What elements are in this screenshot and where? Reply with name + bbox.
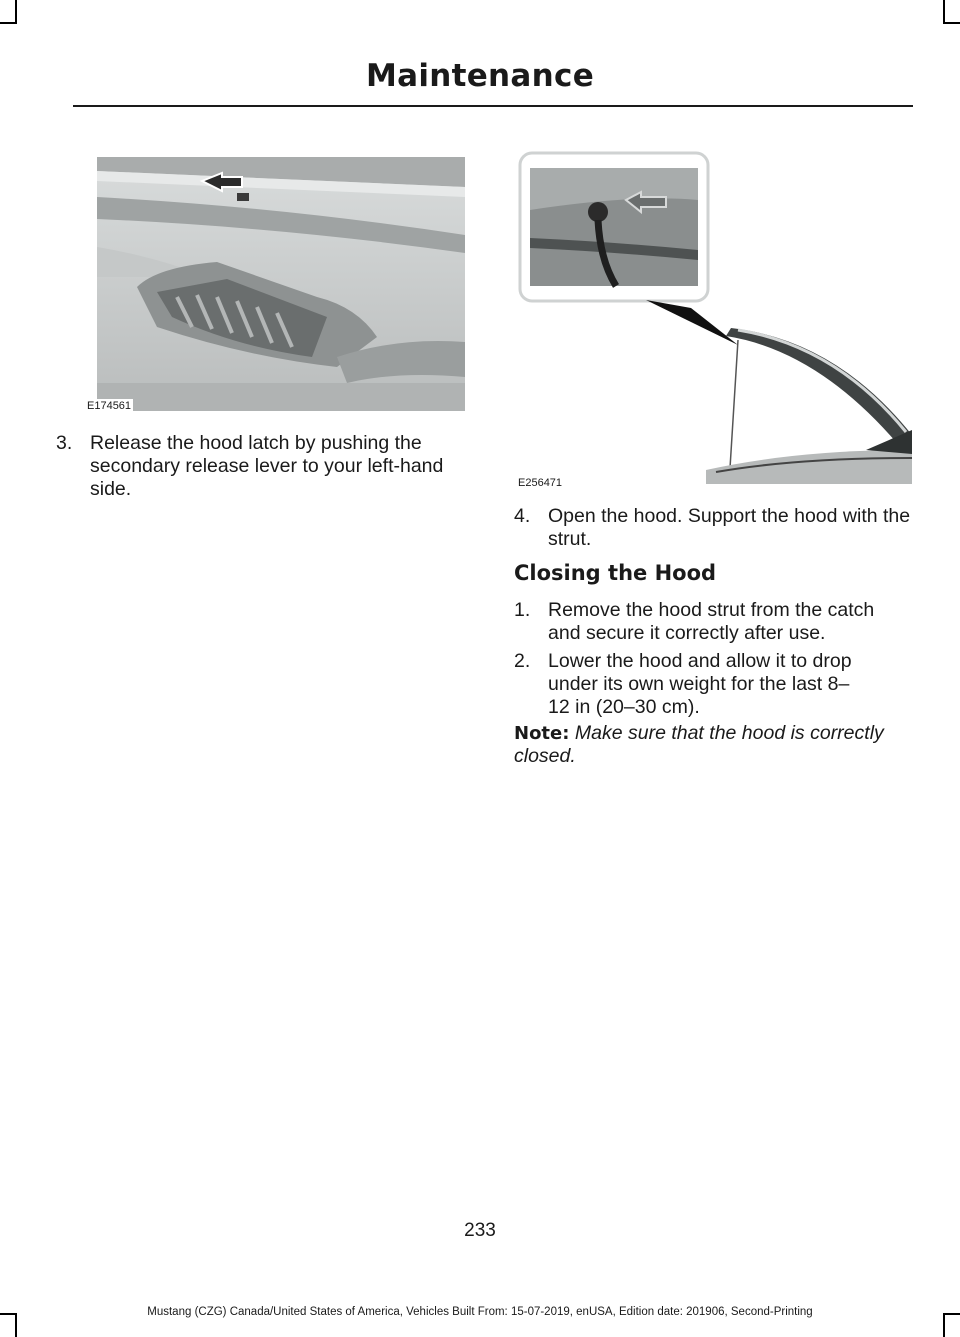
crop-mark [943, 22, 960, 24]
header-divider [73, 105, 913, 107]
section-heading-closing-the-hood: Closing the Hood [514, 561, 717, 585]
figure-code: E174561 [87, 400, 132, 412]
closing-step-1 [514, 599, 910, 647]
step-text: Remove the hood strut from the catch and secure it correctly after use. [548, 599, 875, 644]
page-title: Maintenance [365, 58, 595, 94]
crop-mark [943, 0, 945, 24]
figure-hood-strut [516, 150, 912, 490]
step-3 [56, 432, 476, 502]
step-number: 4. [514, 505, 531, 527]
crop-mark [0, 22, 17, 24]
figure-code: E256471 [518, 477, 563, 489]
page-number: 233 [464, 1220, 496, 1241]
step-4 [514, 505, 910, 553]
step-number: 1. [514, 599, 531, 621]
note-text: Make sure that the hood is correctly closed. [514, 722, 884, 767]
step-text: Lower the hood and allow it to drop under its own weight for the last 8–12 in (20–30 cm). [548, 650, 852, 718]
step-number: 2. [514, 650, 531, 672]
hood-latch-illustration [97, 157, 465, 411]
note-label: Note: [514, 723, 570, 744]
closing-step-2 [514, 650, 910, 720]
figure-hood-latch [87, 157, 465, 412]
note [514, 722, 910, 768]
step-text: Open the hood. Support the hood with the strut. [548, 505, 911, 550]
hood-strut-illustration [516, 150, 912, 490]
step-text: Release the hood latch by pushing the secondary release lever to your left-hand side. [90, 432, 444, 500]
crop-mark [15, 0, 17, 24]
footer-text: Mustang (CZG) Canada/United States of America, Vehicles Built From: 15-07-2019, enUSA, Edition date: 201906, Second-Printing [147, 1306, 813, 1318]
step-number: 3. [56, 432, 73, 454]
